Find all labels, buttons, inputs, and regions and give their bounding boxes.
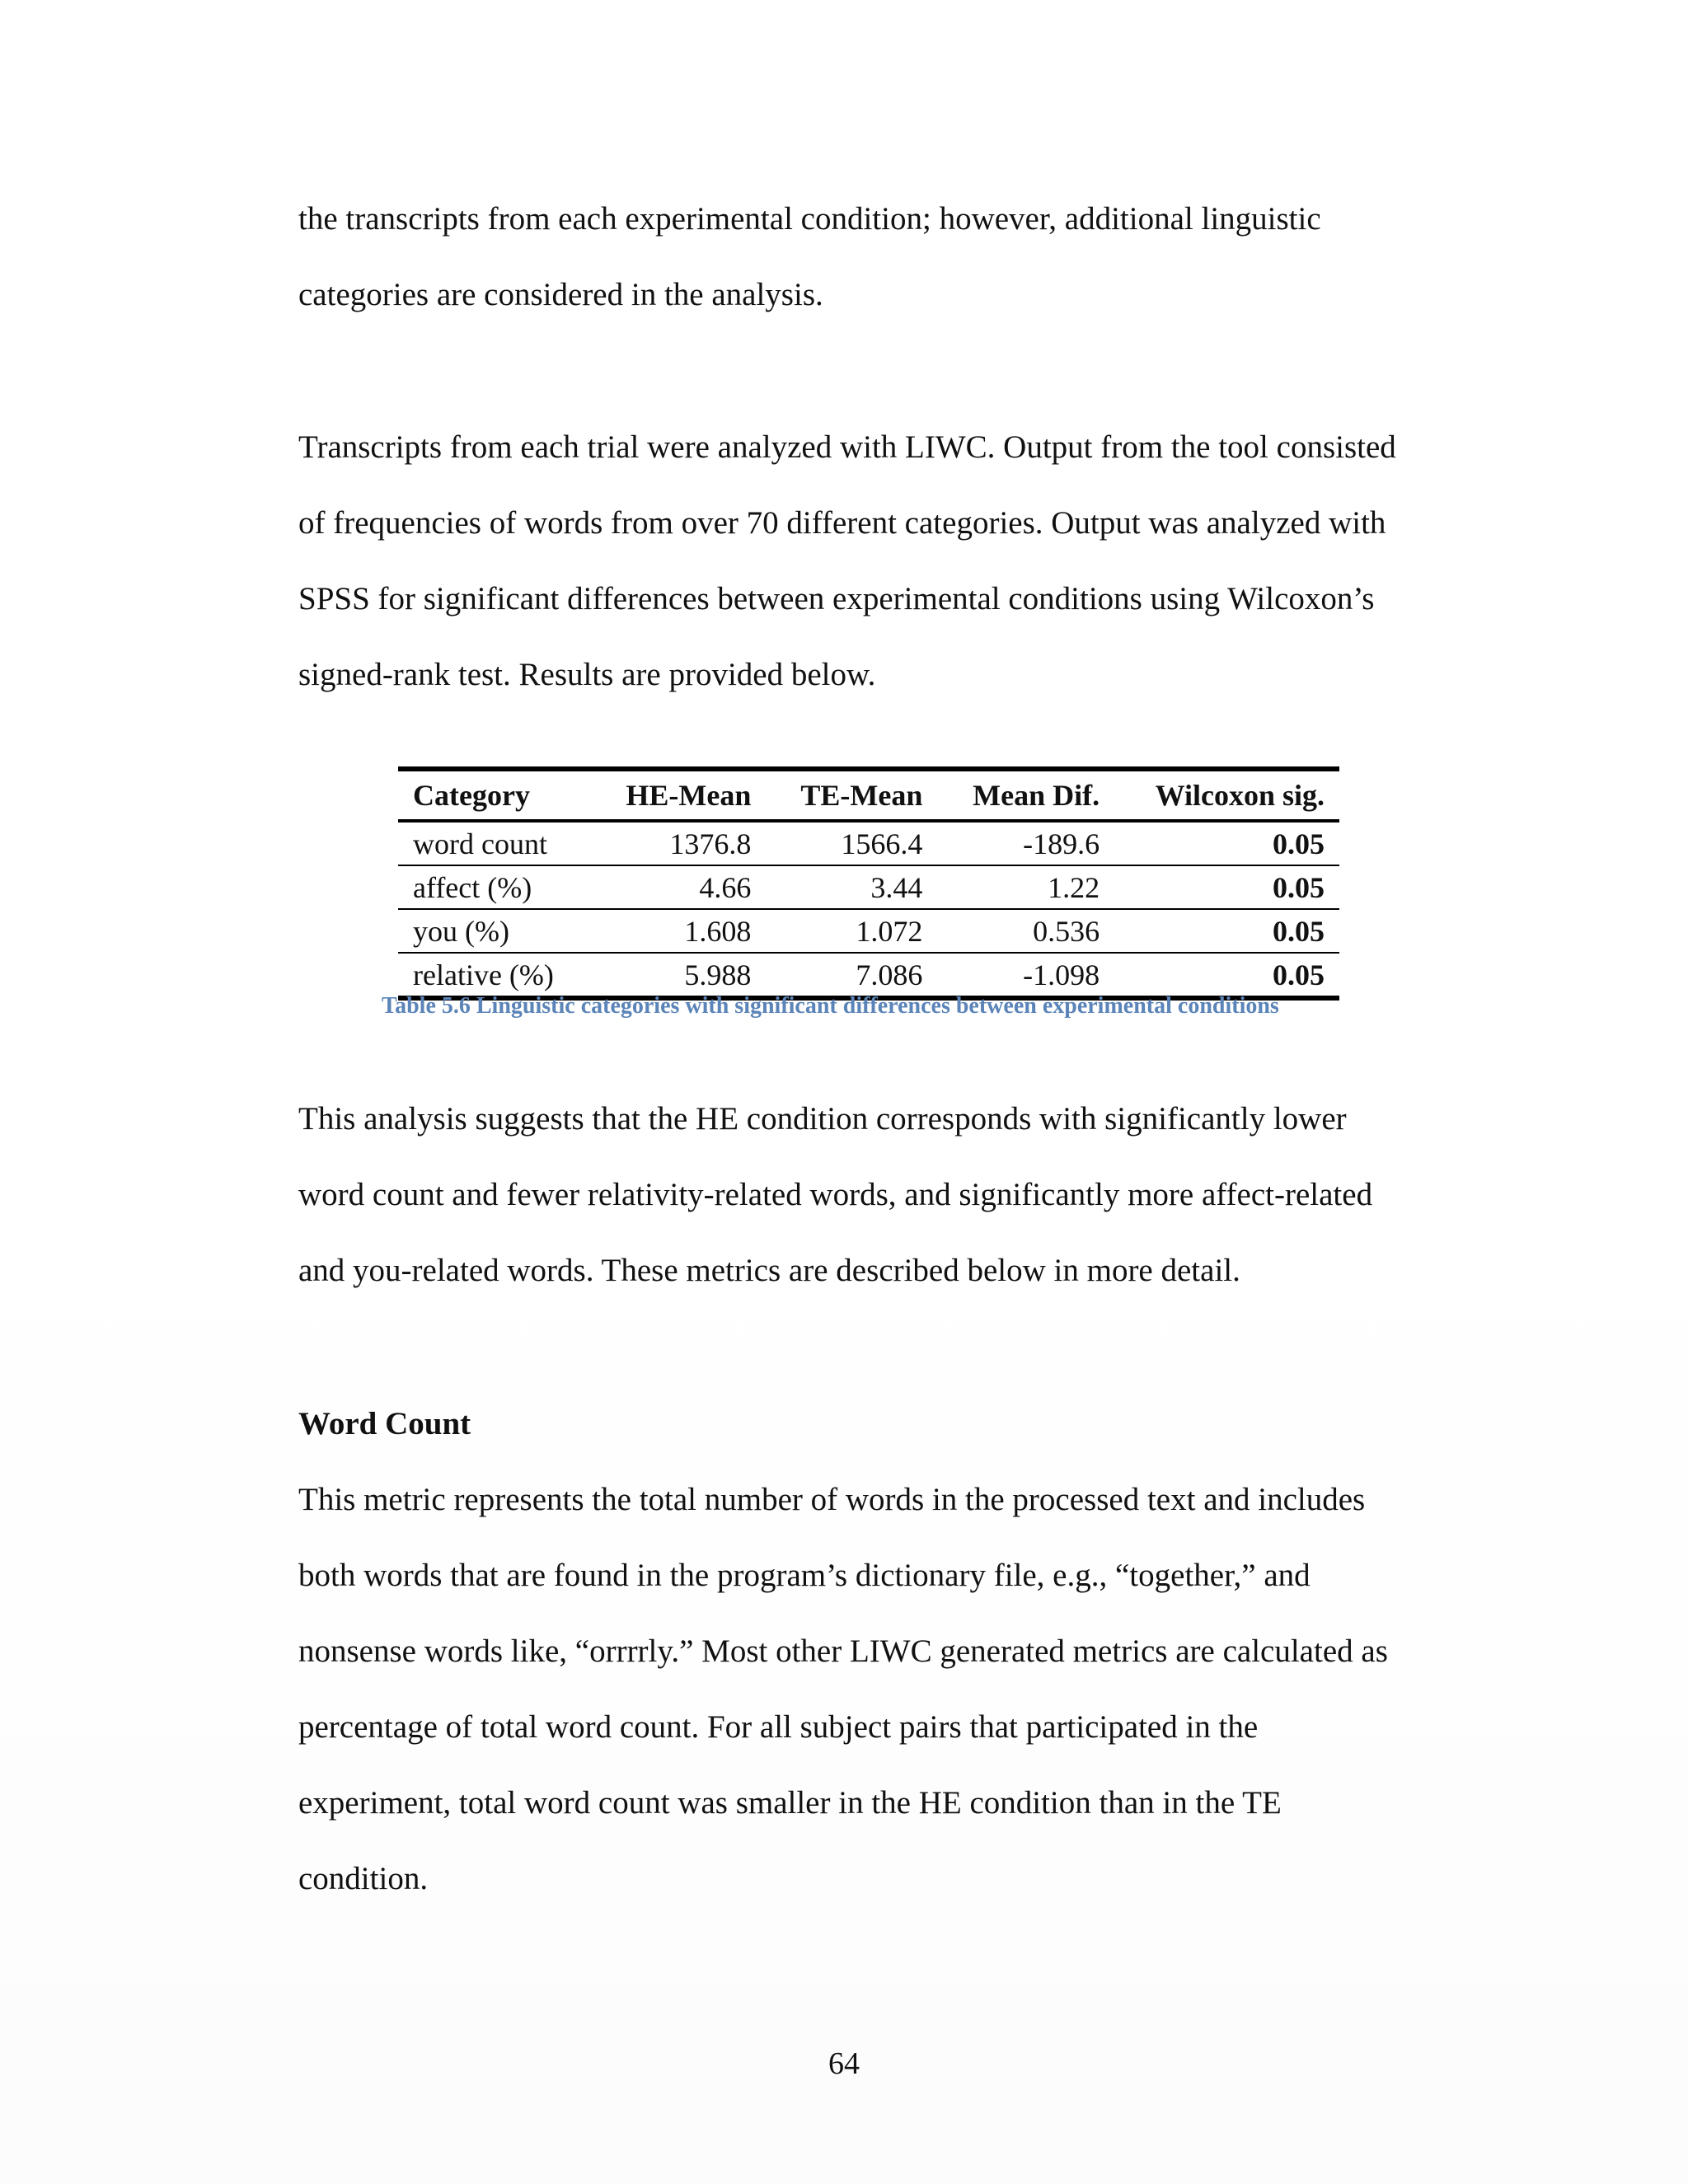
- text-line: categories are considered in the analysis.: [298, 277, 823, 312]
- cell-wilcoxon-sig: 0.05: [1114, 865, 1339, 909]
- cell-te-mean: 1566.4: [766, 821, 937, 865]
- table-row: [398, 821, 1339, 865]
- text-line: experiment, total word count was smaller in the HE condition than in the TE: [298, 1785, 1282, 1821]
- text-line: Transcripts from each trial were analyzed with LIWC. Output from the tool consisted: [298, 429, 1396, 465]
- cell-wilcoxon-sig: 0.05: [1114, 909, 1339, 953]
- cell-mean-dif: 0.536: [937, 909, 1114, 953]
- cell-te-mean: 3.44: [766, 865, 937, 909]
- cell-wilcoxon-sig: 0.05: [1114, 821, 1339, 865]
- text-line: signed-rank test. Results are provided below.: [298, 657, 876, 692]
- text-line: nonsense words like, “orrrrly.” Most other LIWC generated metrics are calculated as: [298, 1633, 1388, 1669]
- paragraph-intro: [298, 181, 1452, 333]
- cell-category: affect (%): [398, 865, 591, 909]
- cell-te-mean: 7.086: [766, 953, 937, 998]
- cell-category: you (%): [398, 909, 591, 953]
- paragraph-analysis: [298, 1081, 1452, 1309]
- cell-wilcoxon-sig: 0.05: [1114, 953, 1339, 998]
- text-line: and you-related words. These metrics are described below in more detail.: [298, 1253, 1240, 1288]
- table-row: [398, 953, 1339, 998]
- results-table-container: [398, 766, 1339, 1001]
- column-header-he-mean: HE-Mean: [591, 769, 767, 821]
- cell-he-mean: 5.988: [591, 953, 767, 998]
- text-line: the transcripts from each experimental condition; however, additional linguistic: [298, 201, 1321, 237]
- results-table: [398, 766, 1339, 1001]
- paragraph-word-count: [298, 1462, 1452, 1917]
- column-header-te-mean: TE-Mean: [766, 769, 937, 821]
- section-heading: Word Count: [298, 1406, 471, 1441]
- text-line: percentage of total word count. For all subject pairs that participated in the: [298, 1709, 1259, 1745]
- cell-te-mean: 1.072: [766, 909, 937, 953]
- cell-category: word count: [398, 821, 591, 865]
- cell-he-mean: 1.608: [591, 909, 767, 953]
- text-line: This analysis suggests that the HE condition corresponds with significantly lower: [298, 1101, 1347, 1137]
- cell-category: relative (%): [398, 953, 591, 998]
- table-caption: Table 5.6 Linguistic categories with significant differences between experimental conditions: [382, 993, 1279, 1019]
- table-header-row: [398, 769, 1339, 821]
- column-header-wilcoxon-sig: Wilcoxon sig.: [1114, 769, 1339, 821]
- column-header-category: Category: [398, 769, 591, 821]
- cell-mean-dif: -189.6: [937, 821, 1114, 865]
- page-number: 64: [828, 2046, 860, 2081]
- text-line: This metric represents the total number of words in the processed text and includes: [298, 1482, 1366, 1517]
- paragraph-methods: [298, 410, 1452, 713]
- cell-he-mean: 1376.8: [591, 821, 767, 865]
- cell-mean-dif: 1.22: [937, 865, 1114, 909]
- text-line: of frequencies of words from over 70 different categories. Output was analyzed with: [298, 505, 1386, 541]
- text-line: SPSS for significant differences between experimental conditions using Wilcoxon’s: [298, 581, 1375, 616]
- text-line: condition.: [298, 1861, 429, 1896]
- table-row: [398, 909, 1339, 953]
- cell-mean-dif: -1.098: [937, 953, 1114, 998]
- cell-he-mean: 4.66: [591, 865, 767, 909]
- text-line: word count and fewer relativity-related words, and significantly more affect-related: [298, 1177, 1373, 1212]
- column-header-mean-dif: Mean Dif.: [937, 769, 1114, 821]
- text-line: both words that are found in the program’s dictionary file, e.g., “together,” and: [298, 1558, 1311, 1593]
- table-row: [398, 865, 1339, 909]
